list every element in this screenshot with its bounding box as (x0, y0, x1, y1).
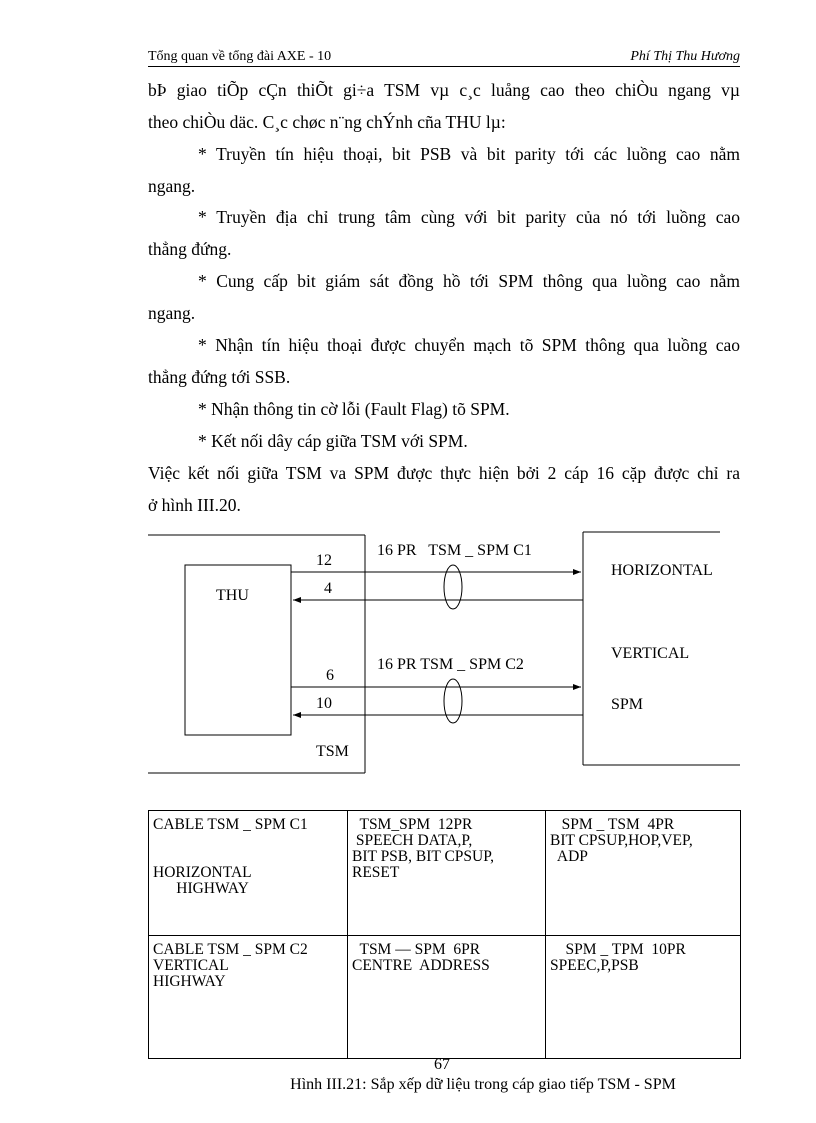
header-author: Phí Thị Thu Hương (630, 49, 740, 64)
cable-c2-ellipse (444, 679, 462, 723)
paragraph-line: bÞ giao tiÕp cÇn thiÕt gi÷a TSM vµ c¸c luång cao theo chiÒu ngang vµ (148, 80, 740, 100)
table-cell: TSM_SPM 12PR SPEECH DATA,P, BIT PSB, BIT CPSUP, RESET (348, 811, 546, 936)
table-cell: TSM — SPM 6PR CENTRE ADDRESS (348, 936, 546, 1059)
paragraph-line: Việc kết nối giữa TSM va SPM được thực hiện bởi 2 cáp 16 cặp được chỉ ra (148, 463, 740, 483)
horizontal-label: HORIZONTAL (611, 562, 713, 579)
vertical-label: VERTICAL (611, 645, 690, 662)
cable-c2-label: 16 PR TSM _ SPM C2 (377, 656, 524, 673)
header-title: Tổng quan về tổng đài AXE - 10 (148, 49, 332, 64)
cable-c1-label: 16 PR TSM _ SPM C1 (377, 542, 532, 559)
pair-count-4: 4 (324, 580, 332, 597)
list-item: * Truyền tín hiệu thoại, bit PSB và bit parity tới các luồng cao nằm (198, 144, 740, 164)
cable-data-table (148, 810, 741, 1059)
thu-label: THU (216, 587, 249, 604)
list-item: * Truyền địa chỉ trung tâm cùng với bit parity của nó tới luồng cao (198, 207, 740, 227)
paragraph-line: theo chiÒu däc. C¸c chøc n¨ng chÝnh cña THU lµ: (148, 112, 506, 132)
list-item: * Nhận thông tin cờ lỗi (Fault Flag) tõ SPM. (198, 399, 510, 419)
figure-caption: Hình III.21: Sắp xếp dữ liệu trong cáp giao tiếp TSM - SPM (290, 1076, 676, 1093)
spm-label: SPM (611, 696, 644, 713)
list-item: * Nhận tín hiệu thoại được chuyển mạch tõ SPM thông qua luồng cao (198, 335, 740, 355)
table-row (149, 936, 741, 1059)
list-item: * Kết nối dây cáp giữa TSM với SPM. (198, 431, 468, 451)
pair-count-10: 10 (316, 695, 332, 712)
paragraph-line: ngang. (148, 303, 196, 323)
page-number: 67 (434, 1056, 450, 1073)
table-row (149, 811, 741, 936)
table-cell: CABLE TSM _ SPM C2 VERTICAL HIGHWAY (149, 936, 348, 1059)
paragraph-line: ngang. (148, 176, 196, 196)
table-cell: SPM _ TPM 10PR SPEEC,P,PSB (546, 936, 741, 1059)
pair-count-12: 12 (316, 552, 332, 569)
table-cell: CABLE TSM _ SPM C1 HORIZONTAL HIGHWAY (149, 811, 348, 936)
list-item: * Cung cấp bit giám sát đồng hồ tới SPM thông qua luồng cao nằm (198, 271, 740, 291)
table-cell: SPM _ TSM 4PR BIT CPSUP,HOP,VEP, ADP (546, 811, 741, 936)
paragraph-line: thẳng đứng. (148, 239, 232, 259)
paragraph-line: thẳng đứng tới SSB. (148, 367, 291, 387)
tsm-label: TSM (316, 743, 349, 760)
paragraph-line: ở hình III.20. (148, 495, 241, 515)
pair-count-6: 6 (326, 667, 334, 684)
